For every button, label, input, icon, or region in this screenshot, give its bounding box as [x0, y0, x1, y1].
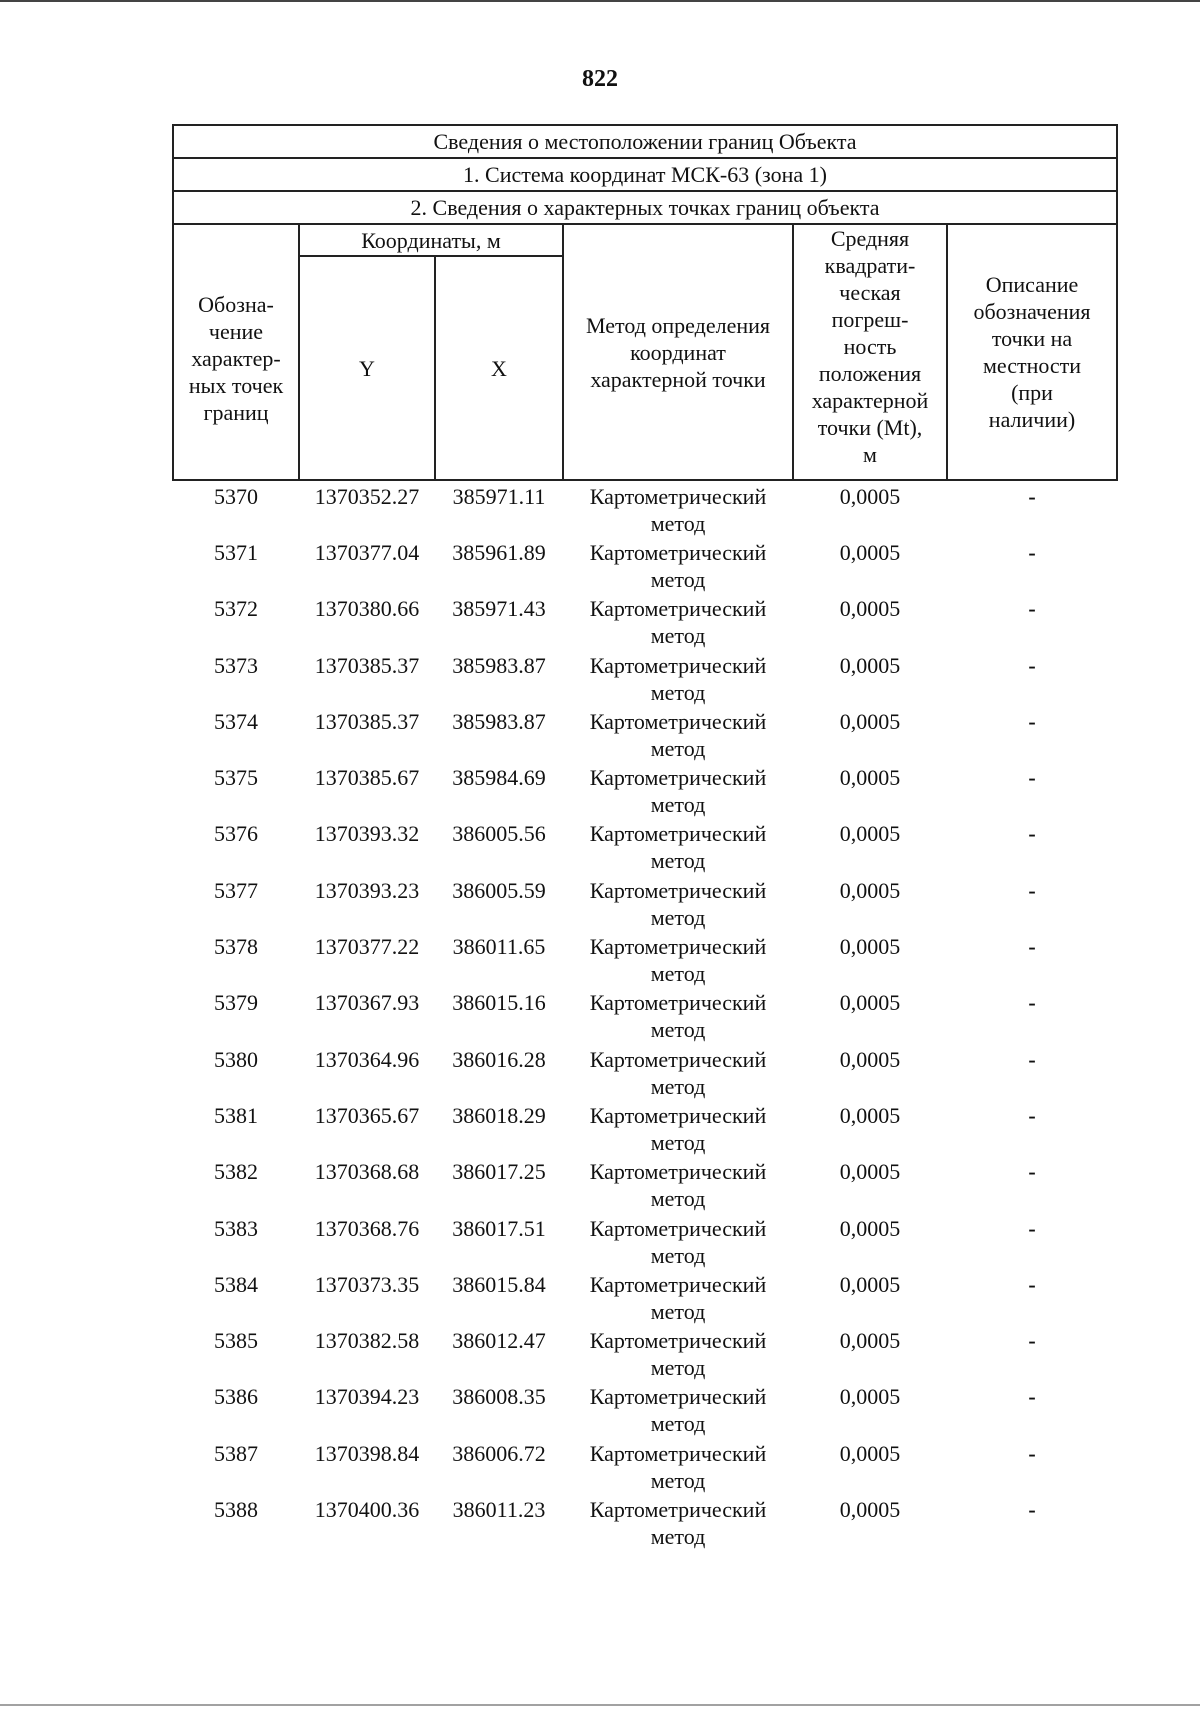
header-point-name: Обозна- чение характер- ных точек границ: [173, 224, 299, 480]
cell-y: 1370382.58: [314, 1328, 420, 1354]
cell-method: Картометрический метод: [589, 1159, 767, 1212]
cell-point: 5385: [214, 1328, 258, 1354]
cell-method: Картометрический метод: [589, 1440, 767, 1493]
cell-method: Картометрический метод: [589, 596, 767, 649]
cell-y: 1370398.84: [314, 1440, 420, 1466]
cell-description: -: [1028, 540, 1036, 565]
table-row: [173, 1044, 1117, 1100]
cell-method: Картометрический метод: [589, 484, 767, 536]
cell-description: -: [1028, 484, 1036, 509]
cell-description: -: [1028, 708, 1036, 734]
cell-description: -: [1028, 821, 1036, 847]
header-y: Y: [299, 256, 435, 480]
cell-x: 385961.89: [452, 540, 546, 565]
cell-y: 1370368.76: [314, 1215, 420, 1241]
cell-point: 5370: [214, 484, 258, 509]
table-row: [173, 1325, 1117, 1381]
table-row: [173, 931, 1117, 987]
cell-error: 0,0005: [839, 821, 901, 847]
section-heading: 2. Сведения о характерных точках границ объекта: [173, 191, 1117, 224]
cell-description: -: [1028, 596, 1036, 622]
cell-error: 0,0005: [839, 596, 901, 622]
header-error: Средняя квадрати- ческая погреш- ность положения характерной точки (Mt), м: [793, 224, 947, 480]
cell-point: 5381: [214, 1102, 258, 1128]
cell-y: 1370368.68: [314, 1159, 420, 1185]
cell-description: -: [1028, 1046, 1036, 1072]
coordinate-system: 1. Система координат МСК-63 (зона 1): [173, 158, 1117, 191]
cell-point: 5374: [214, 708, 258, 734]
cell-point: 5373: [214, 652, 258, 678]
boundary-points-table: [172, 124, 1118, 1550]
cell-point: 5380: [214, 1046, 258, 1072]
cell-method: Картометрический метод: [589, 1497, 767, 1550]
table-row: [173, 650, 1117, 706]
cell-error: 0,0005: [839, 765, 901, 791]
cell-description: -: [1028, 1328, 1036, 1354]
cell-y: 1370373.35: [314, 1271, 420, 1297]
cell-description: -: [1028, 1215, 1036, 1241]
cell-y: 1370377.22: [314, 934, 420, 960]
cell-description: -: [1028, 877, 1036, 903]
cell-y: 1370394.23: [314, 1384, 420, 1410]
cell-method: Картометрический метод: [589, 1046, 767, 1099]
cell-error: 0,0005: [839, 1328, 901, 1354]
cell-x: 386015.84: [452, 1271, 546, 1297]
cell-description: -: [1028, 934, 1036, 960]
table-header: [173, 125, 1117, 480]
cell-x: 386017.51: [452, 1215, 546, 1241]
cell-x: 385984.69: [452, 765, 546, 791]
cell-description: -: [1028, 1440, 1036, 1466]
cell-description: -: [1028, 765, 1036, 791]
cell-description: -: [1028, 990, 1036, 1016]
table-row: [173, 480, 1117, 537]
cell-error: 0,0005: [839, 540, 901, 565]
header-method: Метод определения координат характерной точки: [563, 224, 793, 480]
table-body: [173, 480, 1117, 1550]
cell-error: 0,0005: [839, 1440, 901, 1466]
cell-point: 5371: [214, 540, 258, 565]
cell-y: 1370393.32: [314, 821, 420, 847]
cell-y: 1370364.96: [314, 1046, 420, 1072]
cell-method: Картометрический метод: [589, 540, 767, 592]
cell-method: Картометрический метод: [589, 1102, 767, 1155]
table-title: Сведения о местоположении границ Объекта: [173, 125, 1117, 158]
cell-y: 1370385.67: [314, 765, 420, 791]
table-row: [173, 1494, 1117, 1550]
cell-method: Картометрический метод: [589, 877, 767, 930]
cell-y: 1370352.27: [314, 484, 420, 509]
table-row: [173, 987, 1117, 1043]
cell-x: 385983.87: [452, 652, 546, 678]
cell-y: 1370367.93: [314, 990, 420, 1016]
table-row: [173, 875, 1117, 931]
cell-description: -: [1028, 1271, 1036, 1297]
cell-x: 386005.56: [452, 821, 546, 847]
cell-error: 0,0005: [839, 1384, 901, 1410]
cell-method: Картометрический метод: [589, 1215, 767, 1268]
table-row: [173, 593, 1117, 649]
cell-x: 385983.87: [452, 708, 546, 734]
cell-point: 5386: [214, 1384, 258, 1410]
cell-point: 5372: [214, 596, 258, 622]
cell-error: 0,0005: [839, 652, 901, 678]
cell-x: 386018.29: [452, 1102, 546, 1128]
header-x: X: [435, 256, 563, 480]
cell-x: 386017.25: [452, 1159, 546, 1185]
cell-y: 1370393.23: [314, 877, 420, 903]
cell-x: 386011.65: [452, 934, 546, 960]
cell-method: Картометрический метод: [589, 990, 767, 1043]
header-coordinates: Координаты, м: [299, 224, 563, 256]
cell-method: Картометрический метод: [589, 934, 767, 987]
cell-error: 0,0005: [839, 877, 901, 903]
cell-method: Картометрический метод: [589, 652, 767, 705]
cell-x: 386006.72: [452, 1440, 546, 1466]
header-description: Описание обозначения точки на местности (при наличии): [947, 224, 1117, 480]
cell-error: 0,0005: [839, 1046, 901, 1072]
table-row: [173, 1213, 1117, 1269]
cell-x: 386015.16: [452, 990, 546, 1016]
cell-point: 5379: [214, 990, 258, 1016]
scan-top-edge: [0, 0, 1200, 2]
cell-y: 1370385.37: [314, 708, 420, 734]
cell-x: 385971.43: [452, 596, 546, 622]
cell-description: -: [1028, 1384, 1036, 1410]
table-row: [173, 1269, 1117, 1325]
cell-x: 386011.23: [452, 1497, 546, 1523]
table-row: [173, 762, 1117, 818]
table-row: [173, 1438, 1117, 1494]
cell-x: 385971.11: [452, 484, 546, 509]
cell-point: 5383: [214, 1215, 258, 1241]
cell-description: -: [1028, 1159, 1036, 1185]
cell-y: 1370385.37: [314, 652, 420, 678]
cell-error: 0,0005: [839, 1215, 901, 1241]
table-row: [173, 1100, 1117, 1156]
table-row: [173, 537, 1117, 593]
cell-y: 1370377.04: [314, 540, 420, 565]
cell-method: Картометрический метод: [589, 1328, 767, 1381]
cell-method: Картометрический метод: [589, 1271, 767, 1324]
cell-point: 5384: [214, 1271, 258, 1297]
cell-error: 0,0005: [839, 1497, 901, 1523]
table-row: [173, 818, 1117, 874]
cell-description: -: [1028, 1497, 1036, 1523]
cell-point: 5388: [214, 1497, 258, 1523]
cell-y: 1370400.36: [314, 1497, 420, 1523]
page-number: 822: [582, 66, 618, 92]
cell-x: 386012.47: [452, 1328, 546, 1354]
cell-method: Картометрический метод: [589, 1384, 767, 1437]
cell-error: 0,0005: [839, 484, 901, 509]
cell-x: 386005.59: [452, 877, 546, 903]
cell-point: 5375: [214, 765, 258, 791]
cell-error: 0,0005: [839, 1159, 901, 1185]
cell-error: 0,0005: [839, 1102, 901, 1128]
scan-bottom-edge: [0, 1704, 1200, 1706]
cell-method: Картометрический метод: [589, 821, 767, 874]
cell-error: 0,0005: [839, 990, 901, 1016]
cell-x: 386016.28: [452, 1046, 546, 1072]
cell-point: 5376: [214, 821, 258, 847]
cell-y: 1370365.67: [314, 1102, 420, 1128]
cell-description: -: [1028, 652, 1036, 678]
table-row: [173, 706, 1117, 762]
cell-y: 1370380.66: [314, 596, 420, 622]
cell-method: Картометрический метод: [589, 708, 767, 761]
cell-point: 5387: [214, 1440, 258, 1466]
cell-error: 0,0005: [839, 708, 901, 734]
cell-point: 5382: [214, 1159, 258, 1185]
cell-point: 5378: [214, 934, 258, 960]
cell-x: 386008.35: [452, 1384, 546, 1410]
cell-point: 5377: [214, 877, 258, 903]
cell-method: Картометрический метод: [589, 765, 767, 818]
table-row: [173, 1156, 1117, 1212]
cell-error: 0,0005: [839, 934, 901, 960]
cell-description: -: [1028, 1102, 1036, 1128]
table-row: [173, 1381, 1117, 1437]
cell-error: 0,0005: [839, 1271, 901, 1297]
